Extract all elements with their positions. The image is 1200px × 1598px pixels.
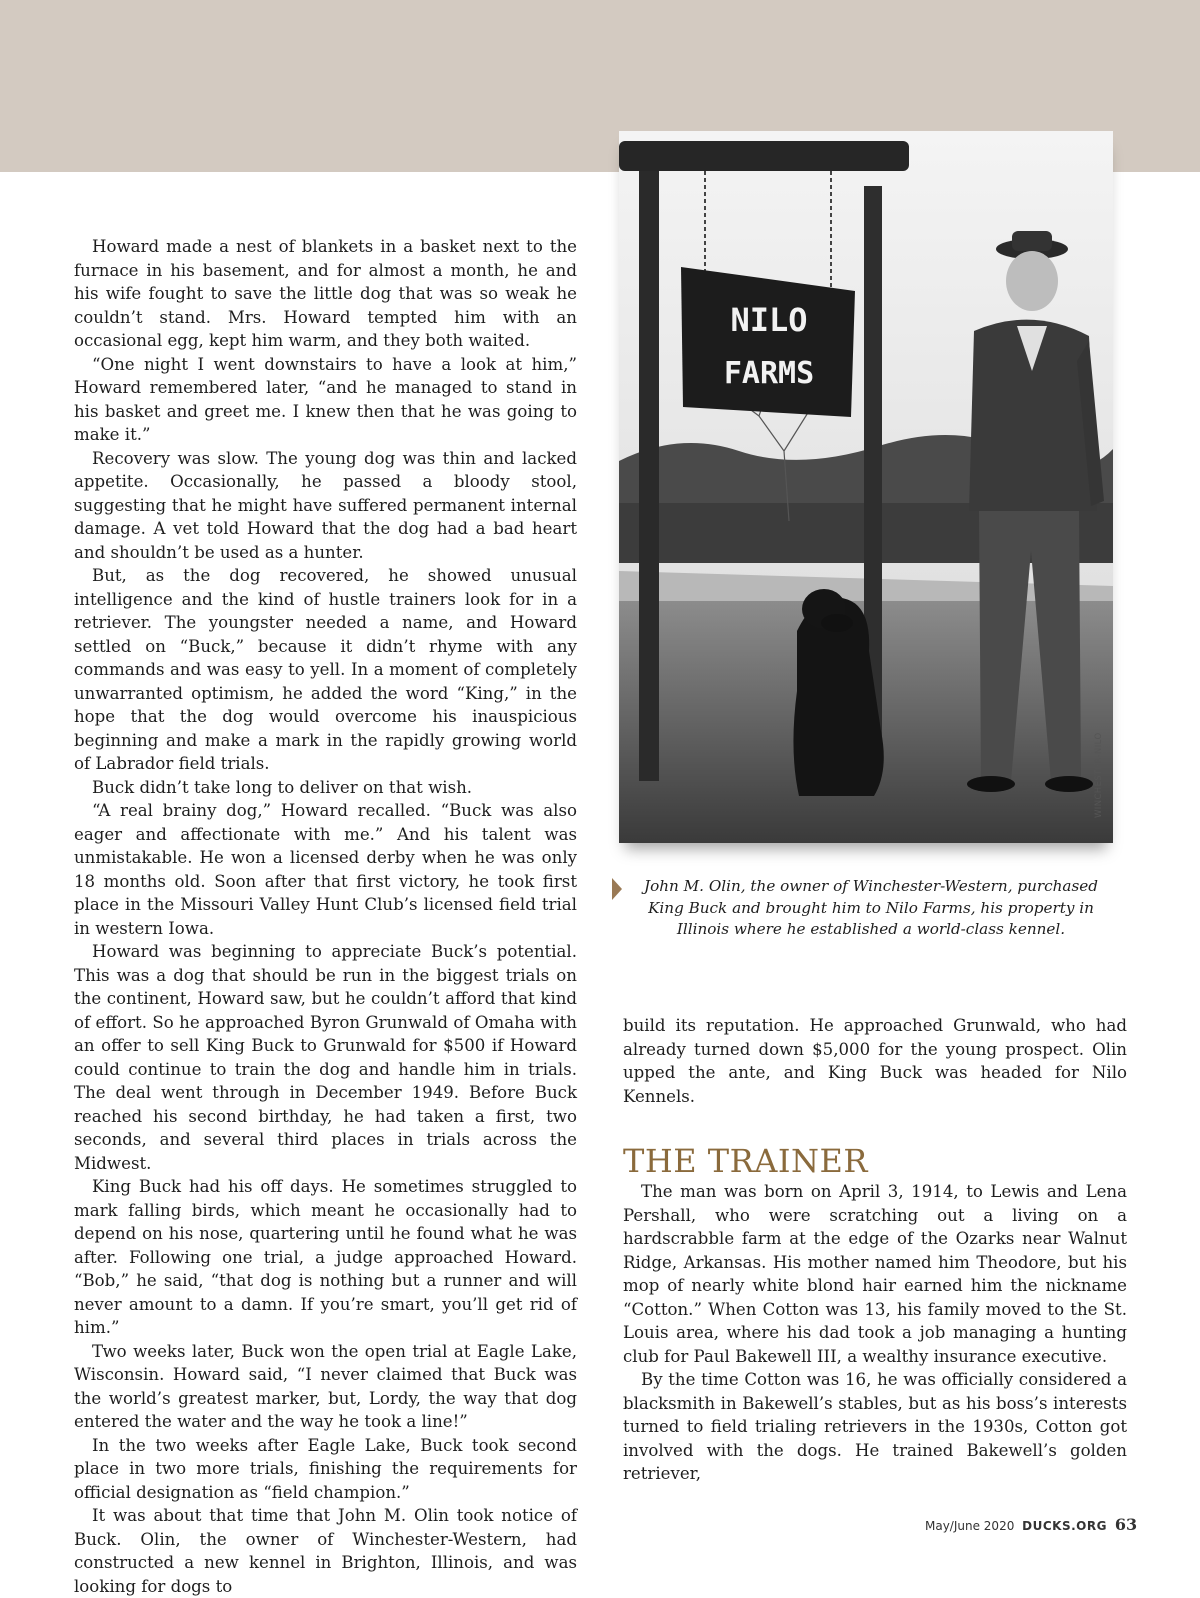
issue-date: May/June 2020	[925, 1519, 1015, 1533]
farm-sign	[681, 267, 855, 417]
paragraph: build its reputation. He approached Grunwald, who had already turned down $5,000 for the young prospect. Olin upped the ante, and King Buck was headed for Nilo Kennels.	[623, 1016, 1127, 1106]
photo-credit: WINCHESTER-NILO	[1094, 732, 1104, 818]
caption-arrow-icon	[612, 878, 622, 900]
paragraph: Recovery was slow. The young dog was thin and lacked appetite. Occasionally, he passed a bloody stool, suggesting that he might have suffered permanent internal damage. A vet told Howard that the dog had a bad heart and shouldn’t be used as a hunter.	[74, 448, 577, 562]
paragraph: “One night I went downstairs to have a look at him,” Howard remembered later, “and he managed to stand in his basket and greet me. I knew then that he was going to make it.”	[74, 354, 577, 444]
page-footer	[925, 1515, 1137, 1534]
paragraph: “A real brainy dog,” Howard recalled. “Buck was also eager and affectionate with me.” And his talent was unmistakable. He won a licensed derby when he was only 18 months old. Soon after that first victory, he took first place in the Missouri Valley Hunt Club’s licensed field trial in western Iowa.	[74, 801, 577, 938]
section-heading: THE TRAINER	[623, 1142, 868, 1180]
paragraph: It was about that time that John M. Olin took notice of Buck. Olin, the owner of Winchester-Western, had constructed a new kennel in Brighton, Illinois, and was looking for dogs to	[74, 1506, 577, 1596]
page-number: 63	[1114, 1515, 1138, 1534]
nilo-farms-photo	[619, 131, 1113, 843]
paragraph: Two weeks later, Buck won the open trial at Eagle Lake, Wisconsin. Howard said, “I never claimed that Buck was the world’s greatest marker, but, Lordy, the way that dog entered the water and the way he took a line!”	[74, 1341, 577, 1431]
paragraph: In the two weeks after Eagle Lake, Buck took second place in two more trials, finishing the requirements for official designation as “field champion.”	[74, 1435, 577, 1502]
paragraph: Howard was beginning to appreciate Buck’s potential. This was a dog that should be run in the biggest trials on the continent, Howard saw, but he couldn’t afford that kind of effort. So he approached Byron Grunwald of Omaha with an offer to sell King Buck to Grunwald for $500 if Howard could continue to train the dog and handle him in trials. The deal went through in December 1949. Before Buck reached his second birthday, he had taken a first, two seconds, and several third places in trials across the Midwest.	[74, 942, 577, 1173]
paragraph: The man was born on April 3, 1914, to Lewis and Lena Pershall, who were scratching out a living on a hardscrabble farm at the edge of the Ozarks near Walnut Ridge, Arkansas. His mother named him Theodore, but his mop of nearly white blond hair earned him the nickname “Cotton.” When Cotton was 13, his family moved to the St. Louis area, where his dad took a job managing a hunting club for Paul Bakewell III, a wealthy insurance executive.	[623, 1182, 1127, 1366]
article-column-right-continuation	[623, 1014, 1127, 1108]
photo-caption-block	[612, 876, 1112, 941]
article-column-left	[74, 235, 577, 1598]
article-column-right-section	[623, 1180, 1127, 1486]
site-name: DUCKS.ORG	[1022, 1519, 1107, 1533]
paragraph: Buck didn’t take long to deliver on that wish.	[92, 777, 473, 797]
photo-caption: John M. Olin, the owner of Winchester-Western, purchased King Buck and brought him to Nilo Farms, his property in Illinois where he established a world-class kennel.	[644, 877, 1098, 938]
sign-line-1: NILO	[730, 301, 808, 339]
paragraph: But, as the dog recovered, he showed unusual intelligence and the kind of hustle trainers look for in a retriever. The youngster needed a name, and Howard settled on “Buck,” because it didn’t rhyme with any commands and was easy to yell. In a moment of completely unwarranted optimism, he added the word “King,” in the hope that the dog would overcome his inauspicious beginning and make a mark in the rapidly growing world of Labrador field trials.	[74, 566, 577, 773]
sign-line-2: FARMS	[723, 356, 815, 391]
paragraph: By the time Cotton was 16, he was officially considered a blacksmith in Bakewell’s stables, but as his boss’s interests turned to field trialing retrievers in the 1930s, Cotton got involved with the dogs. He trained Bakewell’s golden retriever,	[623, 1370, 1127, 1483]
paragraph: King Buck had his off days. He sometimes struggled to mark falling birds, which meant he occasionally had to depend on his nose, quartering until he found what he was after. Following one trial, a judge approached Howard. “Bob,” he said, “that dog is nothing but a runner and will never amount to a damn. If you’re smart, you’ll get rid of him.”	[74, 1177, 577, 1337]
paragraph: Howard made a nest of blankets in a basket next to the furnace in his basement, and for almost a month, he and his wife fought to save the little dog that was so weak he couldn’t stand. Mrs. Howard tempted him with an occasional egg, kept him warm, and they both waited.	[74, 237, 577, 350]
